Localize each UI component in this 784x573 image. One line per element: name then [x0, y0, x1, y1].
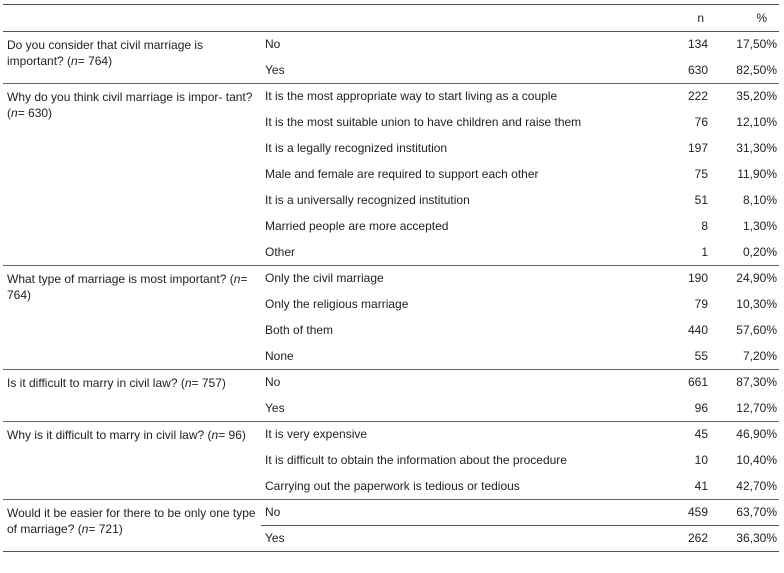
answer-count: 8 [701, 219, 708, 233]
answer-count: 630 [687, 62, 708, 77]
answer-count: 79 [694, 297, 708, 311]
question-text: Is it difficult to marry in civil law? [7, 376, 178, 390]
sample-prefix: ( [67, 54, 72, 68]
question-cell [3, 370, 261, 422]
sample-value: = 757) [191, 376, 226, 390]
answer-label: Yes [261, 526, 651, 552]
answer-percent: 63,70% [716, 500, 779, 526]
table-body [3, 32, 779, 552]
sample-label: n [233, 272, 241, 286]
header-answer [261, 5, 651, 32]
table-row [3, 266, 779, 292]
question-cell [3, 422, 261, 500]
sample-label: n [211, 428, 219, 442]
answer-percent: 11,90% [737, 167, 777, 181]
sample-label: n [184, 376, 192, 390]
answer-percent: 46,90% [716, 422, 779, 448]
answer-count: 1 [701, 244, 708, 259]
answer-count: 51 [694, 193, 708, 207]
answer-count: 440 [687, 323, 708, 337]
answer-label: It is a universally recognized institution [265, 193, 470, 207]
answer-percent: 12,70% [736, 400, 777, 415]
question-text: Do you consider that civil marriage is important? [7, 38, 204, 68]
answer-label: Carrying out the paperwork is tedious or tedious [265, 478, 520, 493]
answer-count: 134 [651, 32, 716, 58]
answer-label: It is a legally recognized institution [265, 141, 448, 155]
table-row [3, 84, 779, 110]
answer-count: 45 [651, 422, 716, 448]
answer-count: 96 [694, 400, 708, 415]
answer-count: 222 [651, 84, 716, 110]
sample-label: n [71, 54, 78, 68]
sample-prefix: ( [180, 376, 185, 390]
answer-label: None [265, 348, 294, 363]
answer-count: 262 [651, 526, 716, 552]
answer-percent: 57,60% [736, 323, 777, 337]
answer-percent: 35,20% [716, 84, 779, 110]
answer-label: Both of them [265, 323, 334, 337]
answer-percent: 36,30% [716, 526, 779, 552]
sample-label: n [81, 522, 89, 536]
answer-label: It is the most appropriate way to start living as a couple [261, 84, 651, 110]
sample-value: = 721) [88, 522, 123, 536]
answer-count: 76 [694, 115, 708, 129]
answer-label: It is difficult to obtain the information about the procedure [265, 453, 567, 467]
answer-percent: 0,20% [742, 244, 777, 259]
answer-percent: 87,30% [716, 370, 779, 396]
answer-count: 661 [651, 370, 716, 396]
answer-label: No [261, 500, 651, 526]
question-cell [3, 32, 261, 84]
answer-label: It is very expensive [261, 422, 651, 448]
answer-percent: 24,90% [716, 266, 779, 292]
sample-prefix: ( [207, 428, 212, 442]
answer-label: Only the religious marriage [265, 297, 409, 311]
answer-percent: 17,50% [716, 32, 779, 58]
answer-label: Yes [265, 62, 285, 77]
sample-value: = 96) [218, 428, 246, 442]
answer-label: Yes [265, 400, 285, 415]
table-row [3, 422, 779, 448]
answer-label: Other [265, 244, 296, 259]
header-percent: % [716, 5, 779, 32]
answer-count: 55 [694, 348, 708, 363]
header-n: n [651, 5, 716, 32]
question-cell [3, 266, 261, 370]
table-row [3, 32, 779, 58]
sample-prefix: ( [229, 272, 234, 286]
answer-label: Male and female are required to support each other [265, 167, 539, 181]
answer-label: No [261, 370, 651, 396]
sample-prefix: ( [7, 106, 11, 120]
answer-percent: 82,50% [736, 62, 777, 77]
answer-percent: 10,30% [736, 297, 777, 311]
answer-label: Only the civil marriage [261, 266, 651, 292]
answer-percent: 1,30% [742, 219, 777, 233]
question-cell [3, 500, 261, 552]
sample-value: = 764) [7, 272, 248, 302]
answer-count: 10 [694, 453, 708, 467]
answer-count: 75 [694, 167, 708, 181]
answer-percent: 31,30% [736, 141, 777, 155]
table-row [3, 500, 779, 526]
answer-percent: 12,10% [736, 115, 777, 129]
answer-count: 41 [694, 478, 708, 493]
answer-count: 190 [651, 266, 716, 292]
header-question [3, 5, 261, 32]
sample-label: n [11, 106, 18, 120]
question-text: Why is it difficult to marry in civil law? [7, 428, 205, 442]
sample-value: = 764) [77, 54, 113, 68]
sample-prefix: ( [77, 522, 82, 536]
question-cell [3, 84, 261, 266]
answer-percent: 10,40% [736, 453, 777, 467]
table-row [3, 370, 779, 396]
question-text: What type of marriage is most important? [7, 272, 227, 286]
question-text: Why do you think civil marriage is impor- tant? [7, 90, 253, 104]
answer-count: 197 [687, 141, 708, 155]
question-text: Would it be easier for there to be only one type of marriage? [7, 506, 256, 536]
answer-label: No [261, 32, 651, 58]
sample-value: = 630) [17, 106, 53, 120]
answer-percent: 8,10% [742, 193, 777, 207]
answer-percent: 7,20% [742, 348, 777, 363]
survey-table [3, 4, 779, 552]
header-row [3, 5, 779, 32]
answer-label: Married people are more accepted [265, 219, 449, 233]
answer-count: 459 [651, 500, 716, 526]
answer-label: It is the most suitable union to have children and raise them [265, 115, 582, 129]
answer-percent: 42,70% [736, 478, 777, 493]
table-header [3, 5, 779, 32]
